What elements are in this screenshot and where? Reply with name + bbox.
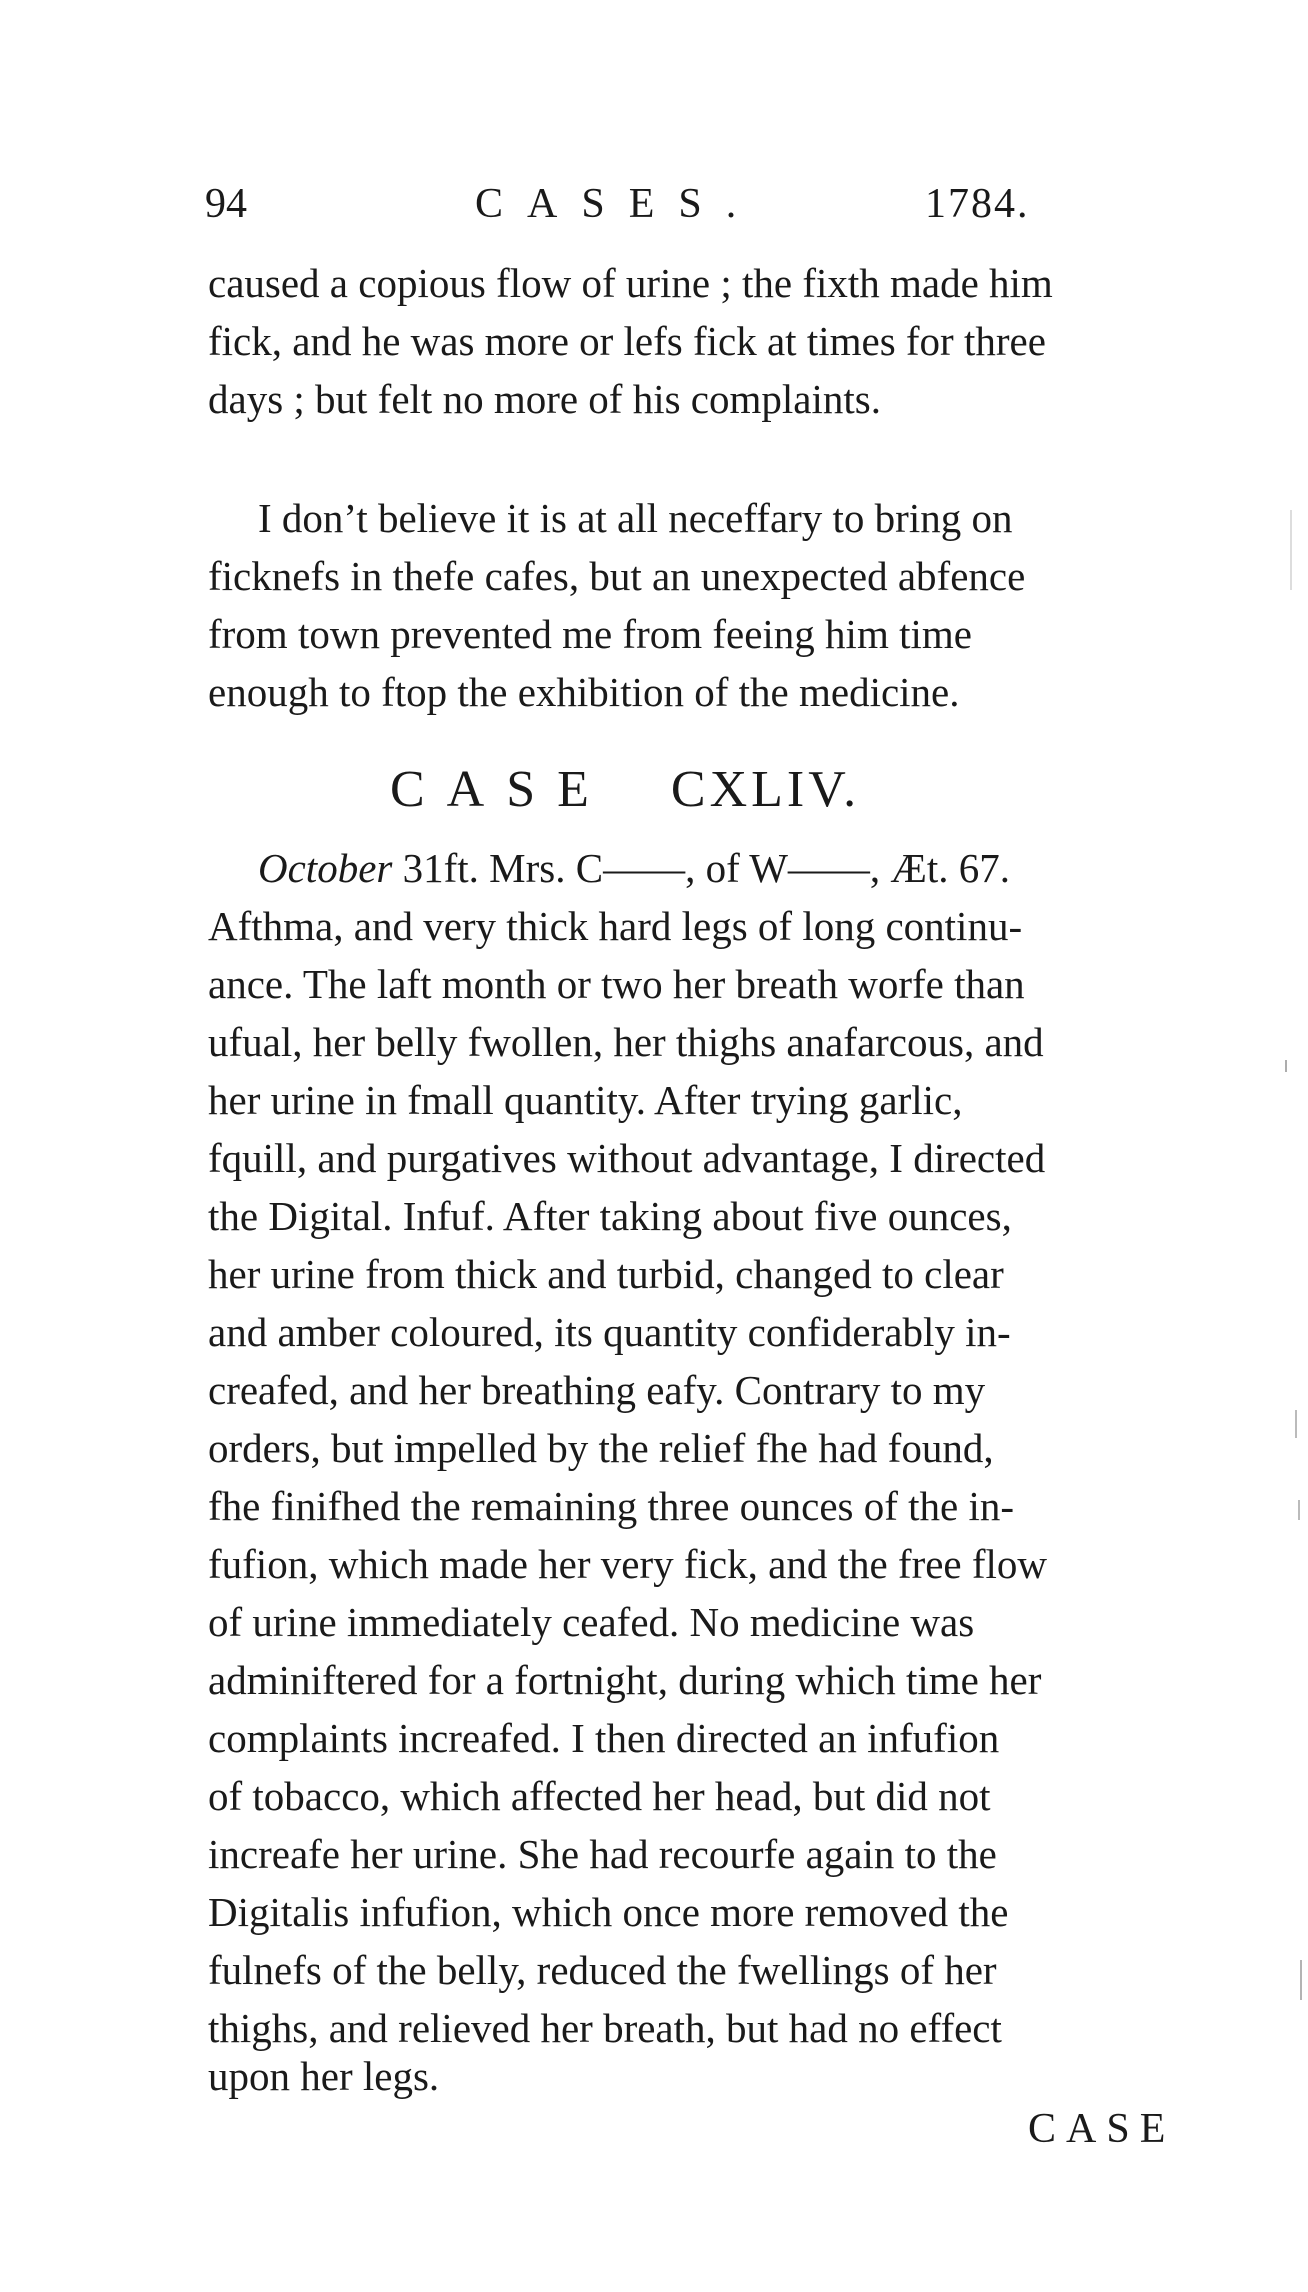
text-line: caused a copious flow of urine ; the fixth made him [208, 260, 1053, 306]
text-line: I don’t believe it is at all neceffary to bring on [258, 495, 1013, 541]
text-line: the Digital. Infuf. After taking about five ounces, [208, 1193, 1012, 1239]
scan-artifact [1298, 1500, 1300, 1520]
running-title: CASES. [475, 181, 761, 227]
text-line: fufion, which made her very fick, and the free flow [208, 1541, 1048, 1587]
case-heading-label: CASE [390, 761, 611, 818]
scan-artifact [1290, 510, 1292, 590]
case-first-line [258, 840, 1258, 896]
text-line: ance. The laft month or two her breath worfe than [208, 961, 1025, 1007]
text-line: fhe finifhed the remaining three ounces of the in- [208, 1483, 1015, 1529]
text-line: ficknefs in thefe cafes, but an unexpected abfence [208, 553, 1026, 599]
case-date-rest: 31ft. Mrs. C——, of W——, Æt. 67. [392, 845, 1011, 891]
text-line: fick, and he was more or lefs fick at times for three [208, 318, 1046, 364]
running-header [205, 180, 1055, 240]
text-line: Afthma, and very thick hard legs of long continu- [208, 903, 1023, 949]
page-number: 94 [205, 181, 247, 227]
header-year: 1784. [925, 181, 1030, 227]
scan-artifact [1285, 1060, 1287, 1072]
text-line: creafed, and her breathing eafy. Contrary to my [208, 1367, 986, 1413]
text-line: and amber coloured, its quantity confiderably in- [208, 1309, 1011, 1355]
text-line: upon her legs. [208, 2053, 440, 2099]
text-line: adminiftered for a fortnight, during which time her [208, 1657, 1042, 1703]
text-line: ufual, her belly fwollen, her thighs anafarcous, and [208, 1019, 1044, 1065]
catchword: CASE [1028, 2106, 1176, 2152]
text-line: Digitalis infufion, which once more removed the [208, 1889, 1009, 1935]
text-line: fquill, and purgatives without advantage, I directed [208, 1135, 1046, 1181]
text-line: increafe her urine. She had recourfe again to the [208, 1831, 997, 1877]
case-heading [390, 760, 860, 819]
text-line: of urine immediately ceafed. No medicine was [208, 1599, 975, 1645]
text-line: complaints increafed. I then directed an infufion [208, 1715, 1000, 1761]
scan-artifact [1295, 1410, 1297, 1438]
text-line: her urine from thick and turbid, changed to clear [208, 1251, 1004, 1297]
case-heading-numeral: CXLIV. [670, 761, 861, 818]
text-line: fulnefs of the belly, reduced the fwellings of her [208, 1947, 997, 1993]
scan-artifact [1300, 1960, 1302, 2000]
text-line: from town prevented me from feeing him time [208, 611, 972, 657]
text-line: thighs, and relieved her breath, but had no effect [208, 2005, 1002, 2051]
text-line: orders, but impelled by the relief fhe had found, [208, 1425, 994, 1471]
text-line: her urine in fmall quantity. After trying garlic, [208, 1077, 963, 1123]
text-line: enough to ftop the exhibition of the medicine. [208, 669, 960, 715]
text-line: days ; but felt no more of his complaints. [208, 376, 881, 422]
text-line: of tobacco, which affected her head, but did not [208, 1773, 991, 1819]
case-date-month: October [258, 845, 393, 891]
